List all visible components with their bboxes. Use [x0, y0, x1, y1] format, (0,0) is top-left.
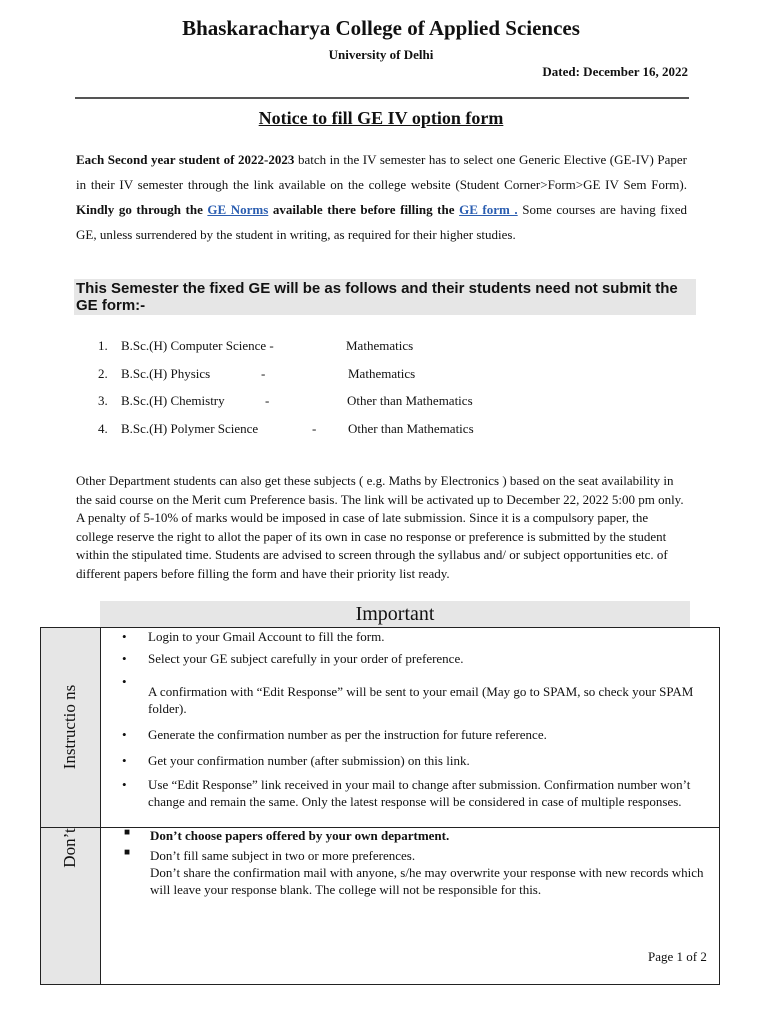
course-number: 3.	[98, 393, 108, 408]
instruction-text: A confirmation with “Edit Response” will be sent to your email (May go to SPAM, so check your SPAM folder).	[148, 684, 694, 716]
other-department-paragraph: Other Department students can also get these subjects ( e.g. Maths by Electronics ) based on the seat availability in the said course on the Merit cum Preference basis. The link will be activated up to December 22, 2022 5:00 pm only. A penalty of 5-10% of marks would be imposed in case of late submission. Since it is a compulsory paper, the college reserve the right to allot the paper of its own in case no response or preference is submitted by the student within the stipulated time. Students are advised to screen through the syllabus and/ or subject opportunities etc. of different papers before filling the form and have their priority list ready.	[76, 473, 684, 581]
ge-form-link[interactable]: GE form .	[459, 202, 518, 217]
instruction-text: Select your GE subject carefully in your order of preference.	[148, 651, 464, 666]
notice-title: Notice to fill GE IV option form	[258, 108, 504, 128]
course-number: 1.	[98, 338, 108, 353]
course-number: 2.	[98, 365, 108, 381]
notice-date: Dated: December 16, 2022	[542, 64, 688, 79]
college-name: Bhaskaracharya College of Applied Sciences	[182, 16, 580, 40]
bullet-icon: ■	[124, 827, 131, 838]
intro-bold-2: Kindly go through the	[76, 202, 208, 217]
course-name: B.Sc.(H) Polymer Science	[121, 420, 259, 436]
dont-text: Don’t fill same subject in two or more preferences.	[150, 848, 416, 863]
bullet-icon: ■	[124, 847, 131, 858]
course-ge-subject: Mathematics	[346, 338, 414, 353]
intro-bold-lead: Each Second year student of 2022-2023	[76, 152, 295, 167]
intro-text-1: batch in the IV semester has to select one Generic Elective (GE-IV) Paper in their IV semester through the link available on the college website (Student Corner>Form>GE IV Sem Form).	[76, 152, 687, 192]
course-ge-subject: Mathematics	[348, 365, 416, 381]
course-dash: -	[265, 393, 270, 408]
instruction-text: Get your confirmation number (after submission) on this link.	[148, 753, 470, 768]
fixed-ge-heading: This Semester the fixed GE will be as follows and their students need not submit the GE form:-	[74, 279, 696, 315]
dont-text: Don’t share the confirmation mail with anyone, s/he may overwrite your response with new records which will leave your response blank. The college will not be responsible for this.	[150, 865, 704, 897]
course-dash: -	[312, 420, 317, 436]
course-name: B.Sc.(H) Computer Science -	[121, 338, 274, 353]
bullet-icon: •	[122, 674, 127, 689]
bullet-icon: •	[122, 753, 127, 768]
dont-text: Don’t choose papers offered by your own department.	[150, 828, 450, 843]
course-ge-subject: Other than Mathematics	[347, 393, 473, 408]
instructions-label: Instructio ns	[60, 684, 79, 770]
university-name: University of Delhi	[328, 47, 434, 62]
intro-bold-3: available there before filling the	[268, 202, 460, 217]
instruction-text: Login to your Gmail Account to fill the form.	[148, 629, 385, 644]
course-name: B.Sc.(H) Physics	[121, 365, 211, 381]
instruction-text: Generate the confirmation number as per the instruction for future reference.	[148, 727, 547, 742]
ge-norms-link[interactable]: GE Norms	[207, 202, 269, 217]
course-name: B.Sc.(H) Chemistry	[121, 393, 225, 408]
course-ge-subject: Other than Mathematics	[348, 420, 474, 436]
header-divider	[75, 97, 689, 99]
course-dash: -	[261, 365, 266, 381]
course-number: 4.	[98, 420, 108, 436]
intro-paragraph	[76, 147, 687, 247]
intro-text-2: Some courses are having fixed GE, unless surrendered by the student in writing, as required for their higher studies.	[76, 202, 687, 242]
bullet-icon: •	[122, 727, 127, 742]
bullet-icon: •	[122, 629, 127, 644]
bullet-icon: •	[122, 777, 127, 792]
instruction-text: Use “Edit Response” link received in your mail to change after submission. Confirmation number won’t change and remain the same. Only the latest response will be considered in case of multiple responses.	[148, 777, 691, 809]
donts-label: Don’t	[60, 828, 79, 868]
bullet-icon: •	[122, 651, 127, 666]
page-number: Page 1 of 2	[648, 949, 707, 964]
box-vertical-divider	[100, 627, 101, 985]
important-heading: Important	[100, 601, 690, 628]
